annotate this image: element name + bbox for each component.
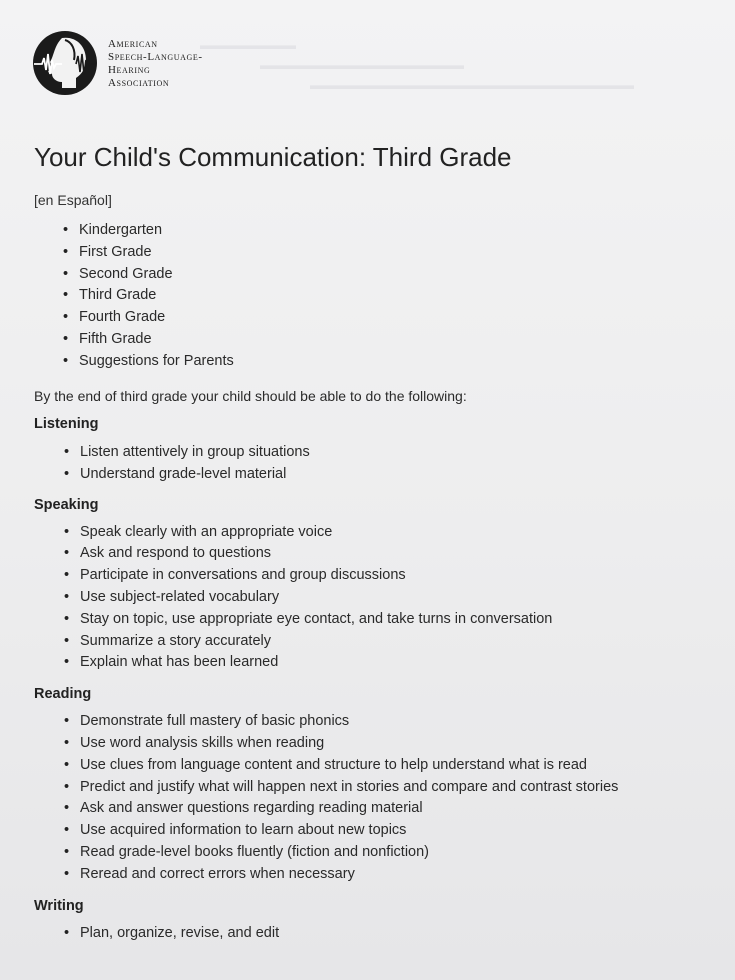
show-through-text: ▬▬▬▬▬▬▬▬ xyxy=(200,38,296,52)
list-item: • Participate in conversations and group discussions xyxy=(80,565,714,587)
logo-line: Association xyxy=(108,77,170,89)
section-heading: Reading xyxy=(34,686,92,703)
list-item: • Stay on topic, use appropriate eye contact, and take turns in conversation xyxy=(80,609,714,631)
skill-list xyxy=(80,441,714,485)
asha-logo-wordmark xyxy=(108,38,203,90)
list-item: • Predict and justify what will happen next in stories and compare and contrast stories xyxy=(80,777,714,799)
skill-list xyxy=(80,522,714,675)
list-item: • Explain what has been learned xyxy=(80,652,714,674)
show-through-text: ▬▬▬▬▬▬▬▬▬▬▬▬▬▬▬▬▬ xyxy=(260,58,464,72)
list-item: • Summarize a story accurately xyxy=(80,631,714,653)
grade-link-first-grade[interactable]: • First Grade xyxy=(79,242,714,264)
section-heading: Writing xyxy=(34,897,84,914)
grade-link-second-grade[interactable]: • Second Grade xyxy=(79,264,714,286)
suggestions-for-parents-link[interactable]: • Suggestions for Parents xyxy=(79,351,714,373)
section-writing xyxy=(34,898,714,945)
intro-paragraph: By the end of third grade your child should be able to do the following: xyxy=(34,387,467,404)
logo-line: Speech-Language- xyxy=(108,51,203,63)
list-item: • Ask and answer questions regarding reading material xyxy=(80,798,714,820)
logo-line: American xyxy=(108,38,158,50)
list-item: • Plan, organize, revise, and edit xyxy=(80,923,714,945)
list-item: • Understand grade-level material xyxy=(80,463,714,485)
grade-link-fifth-grade[interactable]: • Fifth Grade xyxy=(79,329,714,351)
grade-link-kindergarten[interactable]: • Kindergarten xyxy=(79,220,714,242)
section-reading xyxy=(34,686,714,885)
spanish-language-link[interactable]: [en Español] xyxy=(34,192,112,208)
grade-navigation-list xyxy=(79,220,714,373)
section-heading: Listening xyxy=(34,415,99,432)
section-listening xyxy=(34,416,714,485)
grade-link-third-grade[interactable]: • Third Grade xyxy=(79,285,714,307)
page-title: Your Child's Communication: Third Grade xyxy=(34,142,512,172)
list-item: • Use acquired information to learn about new topics xyxy=(80,820,714,842)
list-item: • Listen attentively in group situations xyxy=(80,441,714,463)
list-item: • Use subject-related vocabulary xyxy=(80,587,714,609)
skill-list xyxy=(80,923,714,945)
list-item: • Demonstrate full mastery of basic phonics xyxy=(80,711,714,733)
asha-logo[interactable] xyxy=(32,30,203,96)
list-item: • Ask and respond to questions xyxy=(80,543,714,565)
section-heading: Speaking xyxy=(34,496,99,513)
section-speaking xyxy=(34,497,714,675)
list-item: • Read grade-level books fluently (fiction and nonfiction) xyxy=(80,842,714,864)
show-through-text: ▬▬▬▬▬▬▬▬▬▬▬▬▬▬▬▬▬▬▬▬▬▬▬▬▬▬▬ xyxy=(310,78,634,92)
main-content xyxy=(34,140,714,944)
list-item: • Use word analysis skills when reading xyxy=(80,733,714,755)
skill-list xyxy=(80,711,714,885)
list-item: • Speak clearly with an appropriate voice xyxy=(80,522,714,544)
asha-logo-icon xyxy=(32,30,98,96)
grade-link-fourth-grade[interactable]: • Fourth Grade xyxy=(79,307,714,329)
list-item: • Use clues from language content and structure to help understand what is read xyxy=(80,755,714,777)
logo-line: Hearing xyxy=(108,64,151,76)
list-item: • Reread and correct errors when necessary xyxy=(80,864,714,886)
